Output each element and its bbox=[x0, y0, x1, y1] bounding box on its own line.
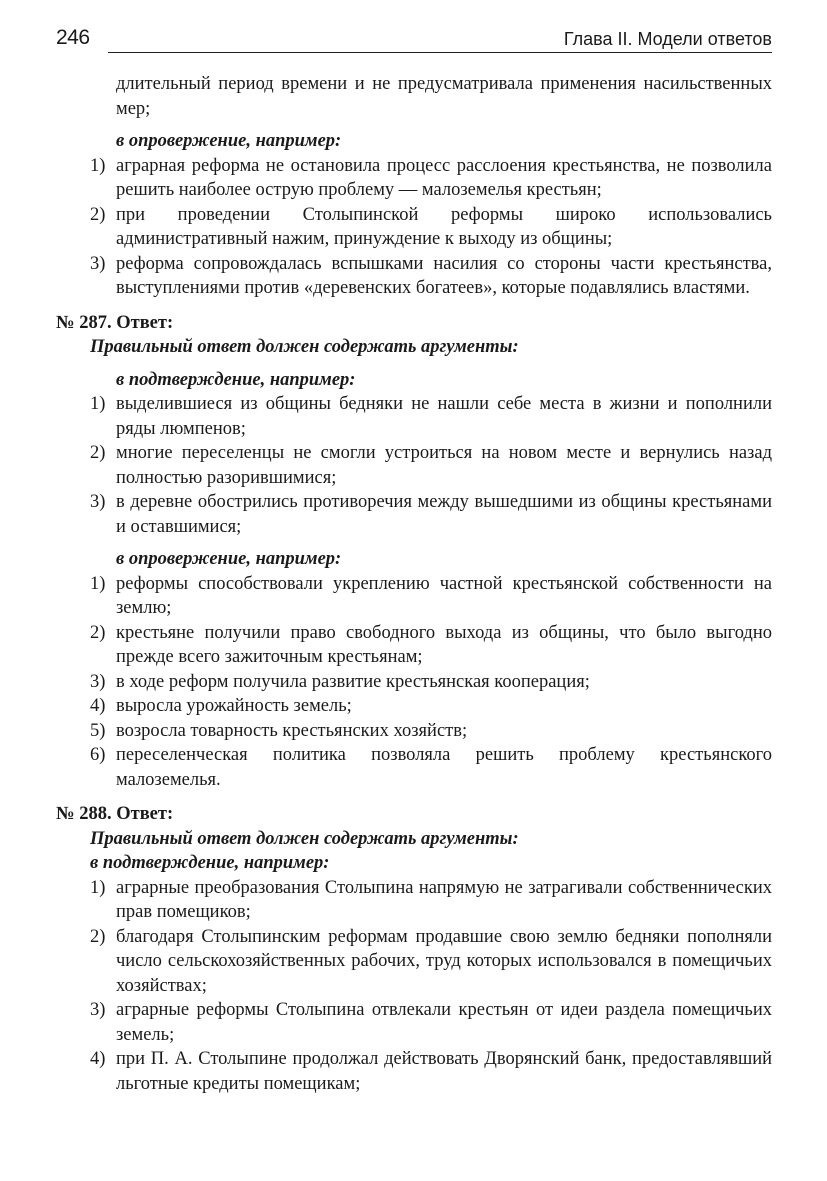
item-number: 3) bbox=[90, 1000, 106, 1020]
list-item bbox=[56, 670, 772, 695]
page-body bbox=[56, 72, 772, 1096]
item-number: 5) bbox=[90, 720, 106, 741]
item-number: 2) bbox=[90, 443, 106, 463]
item-text: реформы способствовали укреплению частной крестьянской собственности на землю; bbox=[116, 573, 772, 618]
answer-287-confirm-list bbox=[56, 392, 772, 539]
page-header bbox=[56, 26, 772, 58]
list-item bbox=[56, 719, 772, 744]
chapter-title: Глава II. Модели ответов bbox=[563, 29, 772, 49]
answer-287-subtitle: Правильный ответ должен содержать аргументы: bbox=[90, 337, 519, 357]
list-item bbox=[56, 203, 772, 252]
list-item bbox=[56, 743, 772, 792]
continuation-text: длительный период времени и не предусматривала применения насильственных мер; bbox=[116, 74, 772, 119]
item-text: многие переселенцы не смогли устроиться на новом месте и вернулись назад полностью разорившимися; bbox=[116, 443, 772, 488]
list-item bbox=[56, 252, 772, 301]
list-item bbox=[56, 998, 772, 1047]
item-text: крестьяне получили право свободного выхода из общины, что было выгодно прежде всего зажиточным крестьянам; bbox=[116, 622, 772, 667]
item-text: выделившиеся из общины бедняки не нашли себе места в жизни и пополнили ряды люмпенов; bbox=[116, 394, 772, 439]
item-text: в ходе реформ получила развитие крестьянская кооперация; bbox=[116, 671, 590, 692]
item-text: аграрные реформы Столыпина отвлекали крестьян от идеи раздела помещичьих земель; bbox=[116, 1000, 772, 1045]
item-number: 3) bbox=[90, 253, 106, 274]
item-text: при П. А. Столыпине продолжал действовать Дворянский банк, предоставлявший льготные кредиты помещикам; bbox=[116, 1049, 772, 1094]
answer-288-subtitle: Правильный ответ должен содержать аргументы: bbox=[90, 828, 519, 849]
answer-287-refute-list bbox=[56, 572, 772, 793]
answer-287-refute-label: в опровержение, например: bbox=[116, 549, 342, 569]
item-number: 2) bbox=[90, 204, 106, 225]
item-number: 4) bbox=[90, 696, 106, 716]
answer-288-confirm-list bbox=[56, 876, 772, 1097]
item-number: 3) bbox=[90, 492, 106, 512]
item-number: 1) bbox=[90, 394, 106, 414]
item-number: 6) bbox=[90, 745, 106, 765]
list-item bbox=[56, 154, 772, 203]
item-number: 4) bbox=[90, 1049, 106, 1069]
list-item bbox=[56, 694, 772, 719]
list-item bbox=[56, 1047, 772, 1096]
list-item bbox=[56, 925, 772, 999]
list-item bbox=[56, 621, 772, 670]
answer-288-confirm-label: в подтверждение, например: bbox=[90, 853, 330, 873]
item-text: при проведении Столыпинской реформы широко использовались административный нажим, принуждение к выходу из общины; bbox=[116, 204, 772, 249]
intro-refute-list bbox=[56, 154, 772, 301]
list-item bbox=[56, 876, 772, 925]
header-rule bbox=[108, 52, 772, 53]
item-text: переселенческая политика позволяла решить проблему крестьянского малоземелья. bbox=[116, 745, 772, 790]
list-item bbox=[56, 490, 772, 539]
item-text: аграрная реформа не остановила процесс расслоения крестьянства, не позволила решить наиболее острую проблему — малоземелья крестьян; bbox=[116, 155, 772, 200]
item-text: реформа сопровождалась вспышками насилия со стороны части крестьянства, выступлениями против «деревенских богатеев», которые подавлялись властями. bbox=[116, 253, 772, 298]
page-number: 246 bbox=[56, 26, 90, 49]
answer-288-heading: № 288. Ответ: bbox=[56, 804, 174, 824]
item-number: 1) bbox=[90, 155, 106, 176]
list-item bbox=[56, 441, 772, 490]
item-text: аграрные преобразования Столыпина напрямую не затрагивали собственнических прав помещиков; bbox=[116, 877, 772, 922]
item-number: 1) bbox=[90, 573, 106, 594]
item-number: 1) bbox=[90, 877, 106, 898]
item-text: выросла урожайность земель; bbox=[116, 696, 352, 716]
intro-refute-label: в опровержение, например: bbox=[116, 131, 342, 151]
item-text: в деревне обострились противоречия между вышедшими из общины крестьянами и оставшимися; bbox=[116, 492, 772, 537]
item-number: 2) bbox=[90, 622, 106, 643]
answer-287-heading: № 287. Ответ: bbox=[56, 312, 174, 333]
item-number: 3) bbox=[90, 671, 106, 692]
item-text: благодаря Столыпинским реформам продавшие свою землю бедняки пополняли число сельскохозяйственных рабочих, труд которых использовался в помещичьих хозяйствах; bbox=[116, 926, 772, 996]
item-number: 2) bbox=[90, 926, 106, 947]
item-text: возросла товарность крестьянских хозяйств; bbox=[116, 720, 468, 741]
answer-287-confirm-label: в подтверждение, например: bbox=[116, 369, 356, 390]
list-item bbox=[56, 392, 772, 441]
list-item bbox=[56, 572, 772, 621]
